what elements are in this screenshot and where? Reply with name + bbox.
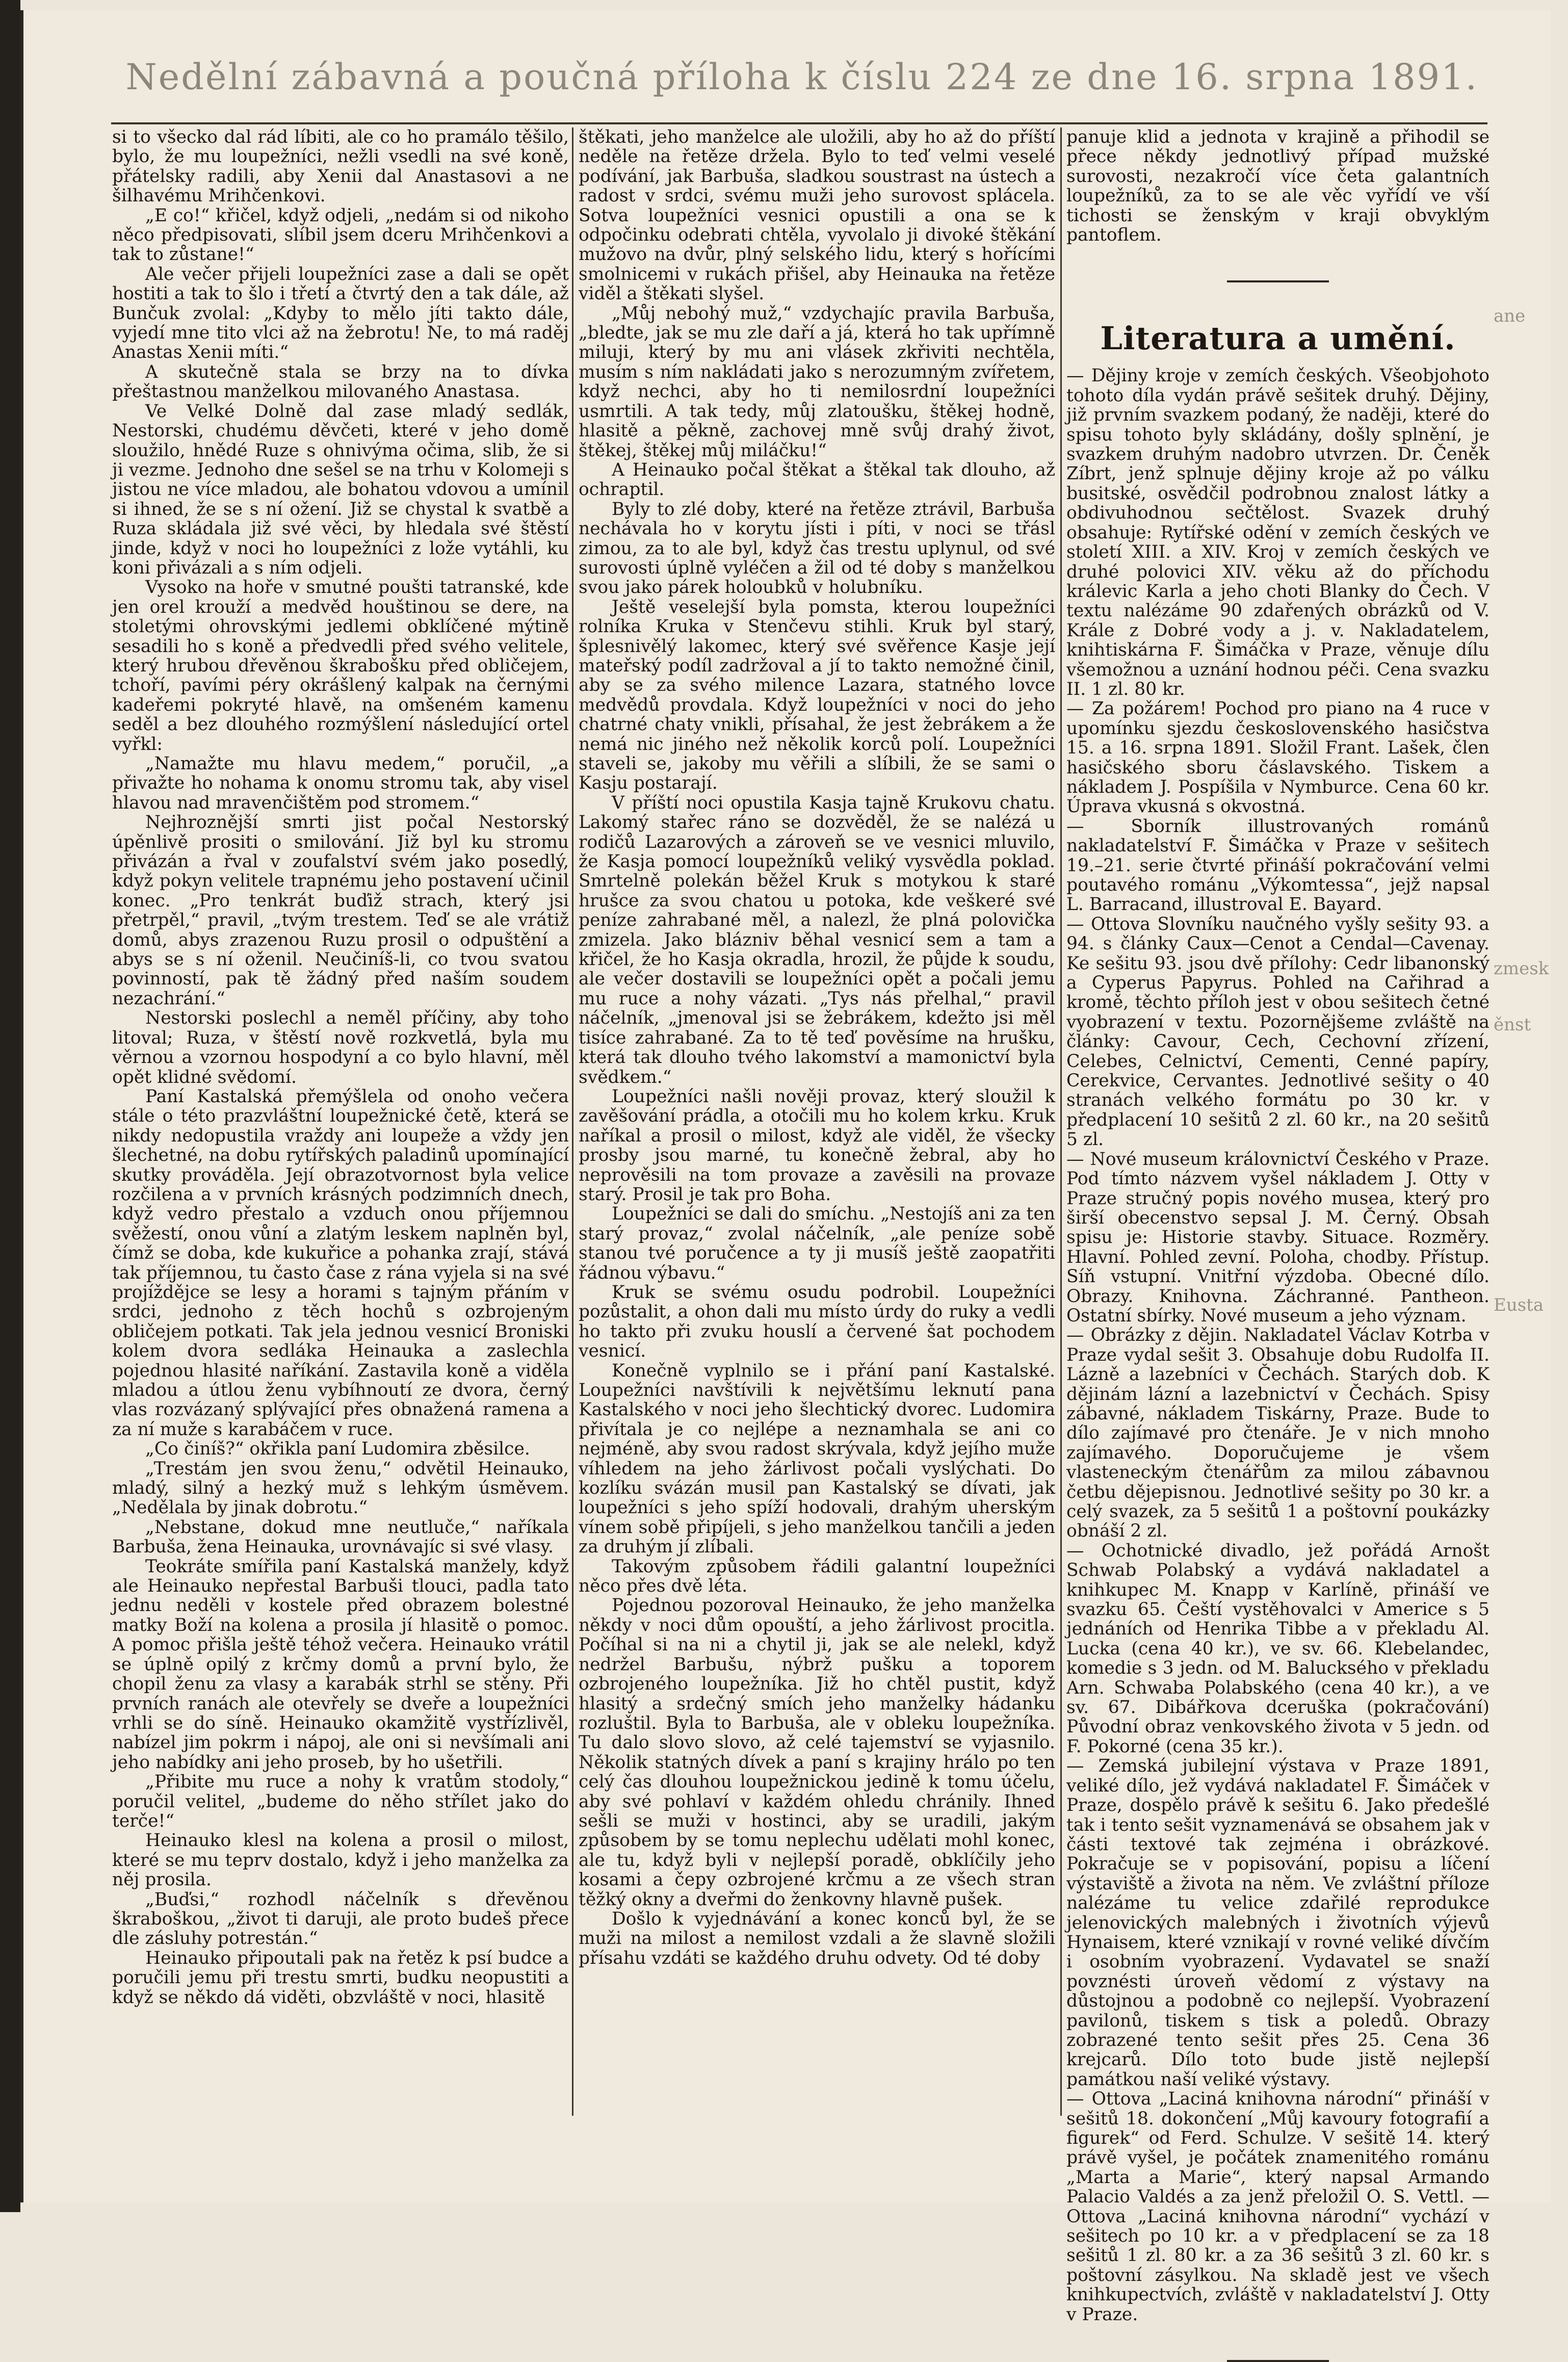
paragraph: „Můj nebohý muž,“ vzdychajíc pravila Barbuša, „bledte, jak se mu zle daří a já, která ho tak upřímně miluji, který by mu ani vlásek zkřiviti nechtěla, musím s ním nakládati jako s nerozumným zvířetem, když nechci, aby ho ti nemilosrdní loupežníci usmrtili. A tak tedy, můj zlatoušku, štěkej hodně, hlasitě a pěkně, zachovej mně svůj drahý život, štěkej, štěkej můj miláčku!“ bbox=[579, 303, 1055, 461]
paragraph: Nestorski poslechl a neměl příčiny, aby toho litoval; Ruza, v štěstí nově rozkvetlá, byla mu věrnou a vzornou hospodyní a co bylo hlavní, měl opět klidné svědomí. bbox=[112, 1008, 569, 1087]
header-rule bbox=[111, 122, 1487, 124]
paragraph: — Nové museum královnictví Českého v Praze. Pod tímto názvem vyšel nákladem J. Otty v Praze stručný popis nového musea, který pro širší obecenstvo sepsal J. M. Černý. Obsah spisu je: Historie stavby. Situace. Rozměry. Hlavní. Pohled zevní. Poloha, chodby. Přístup. Síň vstupní. Vnitřní výzdoba. Obecné dílo. Obrazy. Knihovna. Záchranné. Pantheon. Ostatní sbírky. Nové museum a jeho význam. bbox=[1066, 1149, 1489, 1326]
column-1 bbox=[112, 127, 569, 2157]
page-header bbox=[102, 56, 1478, 102]
paragraph: panuje klid a jednota v krajině a přihodil se přece někdy jednotlivý případ mužské surovosti, nezakročí více četa galantních loupežníků, za to se ale věc vyřídí ve vší tichosti se ženským v kraji obvyklým pantoflem. bbox=[1066, 127, 1489, 246]
paragraph: „Nebstane, dokud mne neutluče,“ naříkala Barbuša, žena Heinauka, urovnávajíc si své vlasy. bbox=[112, 1517, 569, 1558]
paragraph: Ještě veselejší byla pomsta, kterou loupežníci rolníka Kruka v Stenčevu stihli. Kruk byl starý, šplesnivělý lakomec, který své svěřence Kasje její mateřský podíl zadržoval a jí to takto nemožné činil, aby se za svého milence Lazara, statného lovce medvědů provdala. Když loupežníci v noci do jeho chatrné chaty vnikli, přísahal, že jest žebrákem a že nemá nic jiného než několik korců polí. Loupežníci staveli se, jakoby mu věřili a slíbili, že se sami o Kasju postarají. bbox=[579, 596, 1055, 794]
paragraph: Loupežníci se dali do smíchu. „Nestojíš ani za ten starý provaz,“ zvolal náčelník, „ale peníze sobě stanou tvé poručence a ty ji musíš ještě zaopatřiti řádnou výbavu.“ bbox=[579, 1204, 1055, 1283]
paragraph: Loupežníci našli nověji provaz, který sloužil k zavěšování prádla, a otočili mu ho kolem krku. Kruk naříkal a prosil o milost, když ale viděl, že všecky prosby jsou marné, tu konečně žebral, aby ho neprověsili na tom provaze a zavěsili na provaze starý. Prosil je tak pro Boha. bbox=[579, 1086, 1055, 1205]
margin-note: Eusta bbox=[1494, 1295, 1544, 1315]
paragraph: — Ochotnické divadlo, jež pořádá Arnošt Schwab Polabský a vydává nakladatel a knihkupec M. Knapp v Karlíně, přináší ve svazku 65. Čeští vystěhovalci v Americe s 5 jednáních od Henrika Tibbe a v překladu Al. Lucka (cena 40 kr.), ve sv. 66. Klebelandec, komedie s 3 jedn. od M. Balucksého v překladu Arn. Schwaba Polabského (cena 40 kr.), a ve sv. 67. Dibářkova dceruška (pokračování) Původní obraz venkovského života v 5 jedn. od F. Pokorné (cena 35 kr.). bbox=[1066, 1540, 1489, 1757]
margin-note: ane bbox=[1494, 306, 1526, 326]
margin-note: zmesk bbox=[1494, 958, 1549, 979]
paragraph: Teokráte smířila paní Kastalská manžely, když ale Heinauko nepřestal Barbuši tlouci, padla tato jednu neděli v kostele před obrazem bolestné matky Boží na kolena a prosila jí hlasitě o pomoc. A pomoc přišla ještě téhož večera. Heinauko vrátil se úplně opilý z krčmy domů a první bylo, že chopil ženu za vlasy a karabák strhl se stěny. Při prvních ranách ale otevřely se dveře a loupežníci vrhli se do síně. Heinauko okamžitě vystřízlivěl, nabízel jim pokrm i nápoj, ale oni si nevšímali ani jeho nabídky ani jeho proseb, by ho ušetřili. bbox=[112, 1556, 569, 1773]
column-3-story-end bbox=[1066, 127, 1489, 245]
section-divider bbox=[1227, 280, 1329, 282]
paragraph: Ale večer přijeli loupežníci zase a dali se opět hostiti a tak to šlo i třetí a čtvrtý den a tak dále, až Bunčuk zvolal: „Kdyby to mělo jíti takto dále, vyjedí mne tito vlci až na žebrotu! Ne, to má raděj Anastas Xenii míti.“ bbox=[112, 264, 569, 363]
paragraph: štěkati, jeho manželce ale uložili, aby ho až do příští neděle na řetěze držela. Bylo to teď velmi veselé podívání, jak Barbuša, sladkou soustrast na ústech a radost v srdci, svému muži jeho surovost splácela. Sotva loupežníci vesnici opustili a ona se k odpočinku odebrati chtěla, vyvolalo ji divoké štěkání mužovo na dvůr, plný selského lidu, který s hořícími smolnicemi v rukách přišel, aby Heinauka na řetěze viděl a štěkati slyšel. bbox=[579, 127, 1055, 304]
paragraph: Byly to zlé doby, které na řetěze ztrávil, Barbuša nechávala ho v korytu jísti i píti, v noci se třásl zimou, za to ale byl, když čas trestu uplynul, od své surovosti úplně vyléčen a žil od té doby s manželkou svou jako párek holoubků v holubníku. bbox=[579, 499, 1055, 598]
paragraph: „Namažte mu hlavu medem,“ poručil, „a přivažte ho nohama k onomu stromu tak, aby visel hlavou nad mravenčištěm pod stromem.“ bbox=[112, 754, 569, 813]
column-3 bbox=[1066, 127, 1489, 2325]
header-faint-text: Nedělní zábavná a poučná příloha k číslu 224 ze dne 16. srpna 1891. bbox=[125, 56, 1478, 98]
paragraph: Konečně vyplnilo se i přání paní Kastalské. Loupežníci navštívili k největšímu leknutí pana Kastalského v noci jeho šlechtický dvorec. Ludomira přivítala je co nejlépe a neznamhala se ani co nejméně, aby svou radost skrývala, když jejího muže víhledem na jeho žárlivost počali vyslýchati. Do kozlíku svázán musil pan Kastalský se dívati, jak loupežníci s jeho spíží hodovali, drahým uherským vínem sobě připíjeli, s jeho manželkou tančili a jeden za druhým jí zlíbali. bbox=[579, 1360, 1055, 1558]
paragraph: Takovým způsobem řádili galantní loupežníci něco přes dvě léta. bbox=[579, 1556, 1055, 1597]
paragraph: Heinauko připoutali pak na řetěz k psí budce a poručili jemu při trestu smrti, budku neopustiti a když se někdo dá viděti, obzvláště v noci, hlasitě bbox=[112, 1948, 569, 2008]
paragraph: Ve Velké Dolně dal zase mladý sedlák, Nestorski, chudému děvčeti, které v jeho domě sloužilo, hnědé Ruze s ohnivýma očima, slib, že si ji vezme. Jednoho dne sešel se na trhu v Kolomeji s jistou ne více mladou, ale bohatou vdovou a umínil si ihned, že se s ní ožení. Již se chystal k svatbě a Ruza skládala již své věci, by hledala své štěstí jinde, když v noci ho loupežníci z lože vytáhli, ku koni přivázali a s ním odjeli. bbox=[112, 401, 569, 578]
end-divider bbox=[1227, 2360, 1329, 2362]
paragraph: — Zemská jubilejní výstava v Praze 1891, veliké dílo, jež vydává nakladatel F. Šimáček v Praze, dospělo právě k sešitu 6. Jako předešlé tak i tento sešit vyznamenává se obsahem jak v části textové tak zejména i obrázkové. Pokračuje se v popisování, popisu a líčení výstaviště a života na něm. Ve zvláštní příloze nalézáme tu velice zdařilé reprodukce jelenovických malebných i životních výjevů Hynaisem, které vznikají v rovné veliké dívčím i osobním vyobrazení. Vydavatel se snaží povznésti úroveň vědomí z výstavy na důstojnou a podobně co nejlepší. Vyobrazení pavilonů, tiskem s tisk a poledů. Obrazy zobrazené tento sešit přes 25. Cena 36 krejcarů. Dílo toto bude jistě nejlepší památkou naší veliké výstavy. bbox=[1066, 1756, 1489, 2090]
margin-note: ěnst bbox=[1494, 1015, 1531, 1035]
column-rule-2 bbox=[1060, 127, 1062, 2116]
paragraph: „E co!“ křičel, když odjeli, „nedám si od nikoho něco předpisovati, slíbil jsem dceru Mrihčenkovi a tak to zůstane!“ bbox=[112, 205, 569, 265]
paragraph: si to všecko dal rád líbiti, ale co ho pramálo těšilo, bylo, že mu loupežníci, nežli vsedli na své koně, přátelsky radili, aby Xenii dal Anastasovi a ne šilhavému Mrihčenkovi. bbox=[112, 127, 569, 206]
paragraph: Došlo k vyjednávání a konec konců byl, že se muži na milost a nemilost vzdali a že slavně složili přísahu vzdáti se každého druhu odvety. Od té doby bbox=[579, 1908, 1055, 1968]
column-rule-1 bbox=[572, 127, 573, 2116]
paragraph: „Přibite mu ruce a nohy k vratům stodoly,“ poručil velitel, „budeme do něho střílet jako do terče!“ bbox=[112, 1772, 569, 1831]
paragraph: Nejhroznější smrti jist počal Nestorský úpěnlivě prositi o smilování. Již byl ku stromu přivázán a řval v zoufalství svém jako posedlý, když pokyn velitele trapnému jeho postavení učinil konec. „Pro tenkrát buďiž strach, který jsi přetrpěl,“ pravil, „tvým trestem. Teď se ale vrátiž domů, abys zrazenou Ruzu prosil o odpuštění a abys se s ní oženil. Neučiníš-li, co tvou svatou povinností, pak tě žádný před naším soudem nezachrání.“ bbox=[112, 812, 569, 1009]
paragraph: — Sborník illustrovaných románů nakladatelství F. Šimáčka v Praze v sešitech 19.–21. serie čtvrté přináší pokračování velmi poutavého románu „Výkomtessa“, jejž napsal L. Barracand, illustroval E. Bayard. bbox=[1066, 816, 1489, 915]
paragraph: — Ottova „Laciná knihovna národní“ přináší v sešitů 18. dokončení „Můj kavoury fotografií a figurek“ od Ferd. Schulze. V sešitě 14. který právě vyšel, je počátek znamenitého románu „Marta a Marie“, který napsal Armando Palacio Valdés a za jenž přeložil O. S. Vettl. — Ottova „Laciná knihovna národní“ vychází v sešitech po 10 kr. a v předplacení se za 18 sešitů 1 zl. 80 kr. a za 36 sešitů 3 zl. 60 kr. s poštovní zásylkou. Na skladě jest ve všech knihkupectvích, zvláště v nakladatelství J. Otty v Praze. bbox=[1066, 2089, 1489, 2325]
paragraph: — Obrázky z dějin. Nakladatel Václav Kotrba v Praze vydal sešit 3. Obsahuje dobu Rudolfa II. Lázně a lazebníci v Čechách. Starých dob. K dějinám lázní a lazebnictví v Čechách. Spisy zábavné, nákladem Tiskárny, Praze. Bude to dílo zajímavé pro čtenáře. Je v nich mnoho zajímavého. Doporučujeme je všem vlasteneckým čtenářům za milou zábavnou četbu dějepisnou. Jednotlivé sešity po 30 kr. a celý svazek, za 5 sešitů 1 a poštovní poukázky obnáší 2 zl. bbox=[1066, 1325, 1489, 1542]
section-title-literatura: Literatura a umění. bbox=[1100, 320, 1456, 357]
paragraph: Paní Kastalská přemýšlela od onoho večera stále o této prazvláštní loupežnické četě, která se nikdy nedopustila vraždy ani loupeže a vždy jen šlechetné, na dobu rytířských paladinů upomínající skutky prováděla. Její obrazotvornost byla velice rozčilena a v prvních krásných podzimních dnech, když vedro přestalo a vzduch onou příjemnou svěžestí, onou vůní a zlatým leskem naplněn byl, čímž se doba, kde kukuřice a pohanka zrají, stává tak příjemnou, tu často čase z rána vyjela si na své projíždějce se lesy a horami s tajným přáním v srdci, jednoho z těch hochů s ozbrojeným obličejem potkati. Tak jela jednou vesnicí Broniski kolem dvora sedláka Heinauka a zaslechla pojednou hlasité naříkání. Zastavila koně a viděla mladou a útlou ženu vybíhnoutí ze dvora, černý vlas rozvázaný splývající přes obnažená ramena a za ní muže s karabáčem v ruce. bbox=[112, 1086, 569, 1440]
paragraph: Kruk se svému osudu podrobil. Loupežníci pozůstalit, a ohon dali mu místo úrdy do ruky a vedli ho takto při zvuku houslí a červené šat pochodem vesnicí. bbox=[579, 1282, 1055, 1362]
column-2 bbox=[579, 127, 1055, 2157]
paragraph: A skutečně stala se brzy na to dívka přeštastnou manželkou milovaného Anastasa. bbox=[112, 361, 569, 402]
paragraph: Pojednou pozoroval Heinauko, že jeho manželka někdy v noci dům opouští, a jeho žárlivost procitla. Počíhal si na ni a chytil ji, jak se ale nelekl, když nedržel Barbušu, nýbrž pušku a toporem ozbrojeného loupežníka. Již ho chtěl pustit, když hlasitý a srdečný smích jeho manželky hádanku rozluštil. Byla to Barbuša, ale v obleku loupežníka. Tu dalo slovo slovo, až celé tajemství se vyjasnilo. Několik statných dívek a paní s krajiny hrálo po ten celý čas dlouhou loupežnickou jedině k tomu účelu, aby své pohlaví v každém ohledu chránily. Ihned sešli se muži v hostinci, aby se uradili, jakým způsobem by se tomu neplechu udělati mohl konec, ale tu, když byli v nejlepší poradě, obklíčily jeho kosami a čepy ozbrojené krčmu a ze všech stran těžký okny a dveřmi do ženkovny hlavně pušek. bbox=[579, 1595, 1055, 1910]
paragraph: „Buďsi,“ rozhodl náčelník s dřevěnou škraboškou, „život ti daruji, ale proto budeš přece dle zásluhy potrestán.“ bbox=[112, 1889, 569, 1949]
paragraph: — Ottova Slovníku naučného vyšly sešity 93. a 94. s články Caux—Cenot a Cendal—Cavenay. Ke sešitu 93. jsou dvě přílohy: Cedr libanonský a Cyperus Papyrus. Pohled na Cařihrad a kromě, těchto příloh jest v obou sešitech četné vyobrazení v textu. Pozornějšeme zvláště na články: Cavour, Cech, Cechovní zřízení, Celebes, Celnictví, Cementi, Cenné papíry, Cerekvice, Cervantes. Jednotlivé sešity o 40 stranách velkého formátu po 30 kr. v předplacení 10 sešitů 2 zl. 60 kr., na 20 sešitů 5 zl. bbox=[1066, 914, 1489, 1150]
page-edge-shadow bbox=[0, 0, 20, 2212]
paragraph: V příští noci opustila Kasja tajně Krukovu chatu. Lakomý stařec ráno se dozvěděl, že se nalézá u rodičů Lazarových a zároveň se ve vesnici mluvilo, že Kasja pomocí loupežníků veliký vysvědla poklad. Smrtelně polekán běžel Kruk s motykou k staré hrušce za svou chatou u potoka, kde veškeré své peníze zahrabané měl, a nalezl, že plná polovička zmizela. Jako blázniv běhal vesnicí sem a tam a křičel, že ho Kasja okradla, hrozil, že půjde k soudu, ale večer dostavili se loupežníci opět a počali jemu mu ruce a nohy vázati. „Tys nás přelhal,“ pravil náčelník, „jmenoval jsi se žebrákem, kdežto jsi měl tisíce zahrabané. Za to tě teď pověsíme na hrušku, která tak dlouho tvého lakomství a mamonictví byla svědkem.“ bbox=[579, 792, 1055, 1087]
paragraph: — Za požárem! Pochod pro piano na 4 ruce v upomínku sjezdu československého hasičstva 15. a 16. srpna 1891. Složil Frant. Lašek, člen hasičského sboru čáslavského. Tiskem a nákladem J. Pospíšila v Nymburce. Cena 60 kr. Úprava vkusná s okvostná. bbox=[1066, 698, 1489, 817]
paragraph: „Co činíš?“ okřikla paní Ludomira zběsilce. bbox=[145, 1439, 530, 1460]
paragraph: Vysoko na hoře v smutné poušti tatranské, kde jen orel krouží a medvěd houštinou se dere, na stoletými ohrovskými jedlemi obklíčené mýtině sesadili ho s koně a předvedli před svého velitele, který hrubou dřevěnou škrabošku před obličejem, tchoří, pavími péry okrášlený kalpak na černými kadeřemi pokryté hlavě, na omšeném kamenu seděl a bez dlouhého rozmýšlení následující ortel vyřkl: bbox=[112, 577, 569, 755]
paragraph: A Heinauko počal štěkat a štěkal tak dlouho, až ochraptil. bbox=[579, 459, 1055, 500]
paragraph: „Trestám jen svou ženu,“ odvětil Heinauko, mladý, silný a hezký muž s lehkým úsměvem. „Nedělala by jinak dobrotu.“ bbox=[112, 1458, 569, 1518]
paragraph: Heinauko klesl na kolena a prosil o milost, které se mu teprv dostalo, když i jeho manželka za něj prosila. bbox=[112, 1830, 569, 1890]
literature-notices bbox=[1066, 366, 1489, 2324]
paragraph: — Dějiny kroje v zemích českých. Všeobjohoto tohoto díla vydán právě sešitek druhý. Dějiny, již prvním svazkem podaný, že naději, které do spisu tohoto byly skládány, došly splnění, je svazkem druhým nadobro utvrzen. Dr. Čeněk Zíbrt, jenž splnuje dějiny kroje až po válku busitské, osvědčil podrobnou znalost látky a obdivuhodnou sečtělost. Svazek druhý obsahuje: Rytířské odění v zemích českých ve století XIII. a XIV. Kroj v zemích českých ve druhé polovici XIV. věku až do příchodu králevic Karla a jeho choti Blanky do Čech. V textu nalézáme 90 zdařených obrázků od V. Krále z Dobré vody a j. v. Nakladatelem, knihtiskárna F. Šimáčka v Praze, věnuje dílu všemožnou a uznání hodnou péči. Cena svazku II. 1 zl. 80 kr. bbox=[1066, 366, 1489, 699]
